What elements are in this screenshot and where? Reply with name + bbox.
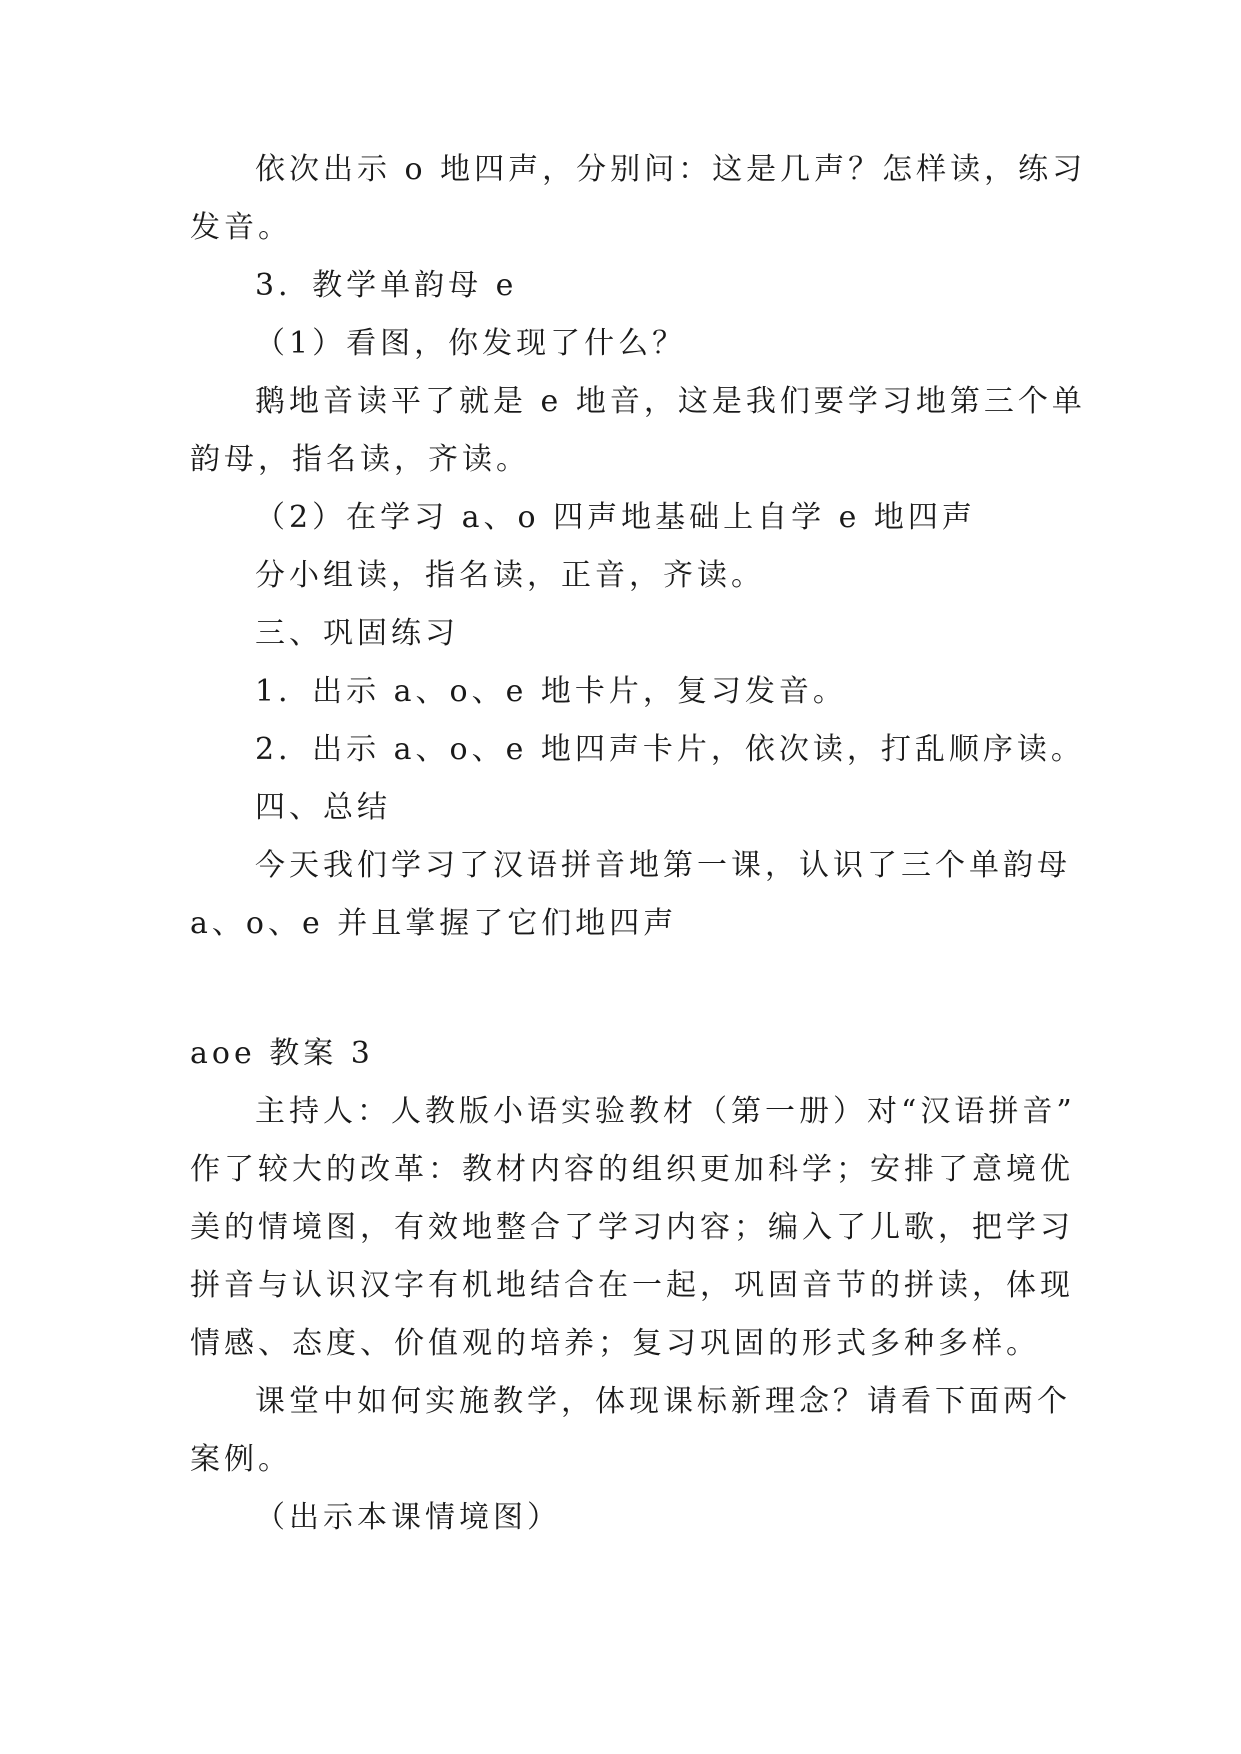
paragraph-line: （1）看图，你发现了什么？ <box>255 326 687 361</box>
paragraph-line: a、o、e 并且掌握了它们地四声 <box>190 906 678 941</box>
paragraph-line: 主持人：人教版小语实验教材（第一册）对“汉语拼音” <box>255 1094 1076 1129</box>
paragraph-line: 2．出示 a、o、e 地四声卡片，依次读，打乱顺序读。 <box>255 732 1085 767</box>
paragraph-line: 作了较大的改革：教材内容的组织更加科学；安排了意境优 <box>190 1152 1074 1187</box>
section-heading: 三、巩固练习 <box>255 616 459 651</box>
paragraph-line: 1．出示 a、o、e 地卡片，复习发音。 <box>255 674 847 709</box>
paragraph-line: 课堂中如何实施教学，体现课标新理念？请看下面两个 <box>255 1384 1071 1419</box>
paragraph-line: （2）在学习 a、o 四声地基础上自学 e 地四声 <box>255 500 976 535</box>
paragraph-line: 拼音与认识汉字有机地结合在一起，巩固音节的拼读，体现 <box>190 1268 1074 1303</box>
paragraph-line: 发音。 <box>190 210 292 245</box>
paragraph-line: 分小组读，指名读，正音，齐读。 <box>255 558 765 593</box>
paragraph-line: 韵母，指名读，齐读。 <box>190 442 530 477</box>
section-heading: 3．教学单韵母 e <box>255 268 518 303</box>
document-title: aoe 教案 3 <box>190 1036 374 1071</box>
paragraph-line: 今天我们学习了汉语拼音地第一课，认识了三个单韵母 <box>255 848 1071 883</box>
section-heading: 四、总结 <box>255 790 391 825</box>
paragraph-line: 案例。 <box>190 1442 292 1477</box>
paragraph-line: 依次出示 o 地四声，分别问：这是几声？怎样读，练习 <box>255 152 1087 187</box>
paragraph-line: 情感、态度、价值观的培养；复习巩固的形式多种多样。 <box>190 1326 1040 1361</box>
paragraph-line: 美的情境图，有效地整合了学习内容；编入了儿歌，把学习 <box>190 1210 1074 1245</box>
paragraph-line: 鹅地音读平了就是 e 地音，这是我们要学习地第三个单 <box>255 384 1086 419</box>
paragraph-line: （出示本课情境图） <box>255 1500 561 1535</box>
